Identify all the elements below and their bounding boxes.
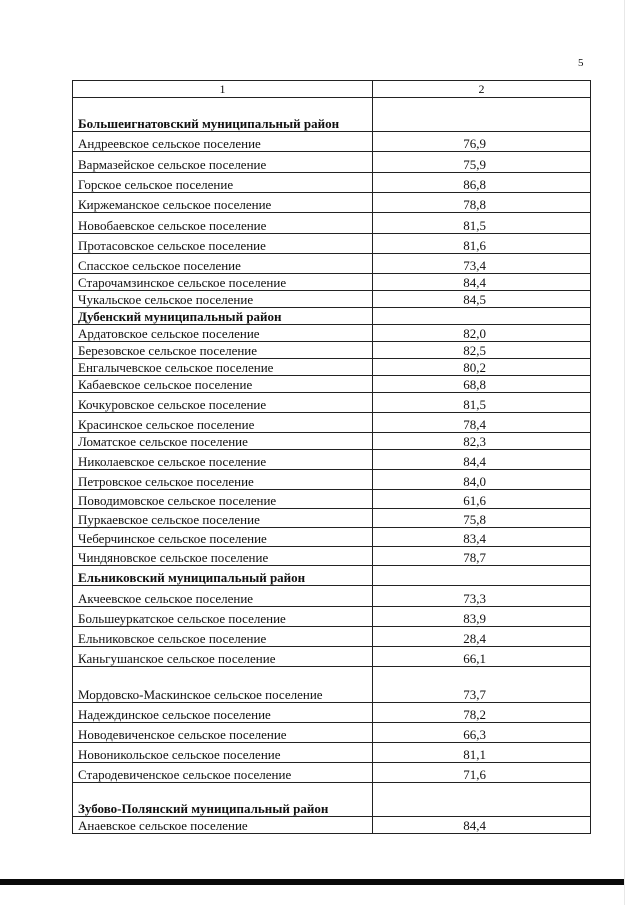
district-name: Дубенский муниципальный район [73,308,373,325]
value-cell: 84,5 [373,291,591,308]
value-cell: 84,0 [373,470,591,490]
table-row [73,291,591,308]
value-cell: 82,3 [373,433,591,450]
table-row [73,234,591,254]
value-cell: 78,4 [373,413,591,433]
table-row [73,359,591,376]
table-row [73,509,591,528]
value-cell: 82,0 [373,325,591,342]
settlement-name: Кабаевское сельское поселение [73,376,373,393]
value-cell: 81,5 [373,393,591,413]
value-cell: 76,9 [373,132,591,152]
table-row [73,393,591,413]
settlement-name: Андреевское сельское поселение [73,132,373,152]
district-name: Ельниковский муниципальный район [73,566,373,586]
table-row [73,193,591,213]
settlement-name: Красинское сельское поселение [73,413,373,433]
table-row [73,627,591,647]
table-row [73,607,591,627]
table-row [73,647,591,667]
district-name: Большеигнатовский муниципальный район [73,98,373,132]
value-cell: 75,9 [373,152,591,173]
settlement-name: Каньгушанское сельское поселение [73,647,373,667]
table-row [73,213,591,234]
value-cell: 66,3 [373,723,591,743]
value-cell: 78,7 [373,547,591,566]
value-cell: 84,4 [373,274,591,291]
settlement-name: Протасовское сельское поселение [73,234,373,254]
settlement-name: Николаевское сельское поселение [73,450,373,470]
settlement-name: Стародевиченское сельское поселение [73,763,373,783]
value-cell: 73,7 [373,667,591,703]
value-cell: 80,2 [373,359,591,376]
column-header-1: 1 [73,81,373,98]
settlement-name: Анаевское сельское поселение [73,817,373,834]
value-cell: 73,4 [373,254,591,274]
table-row [73,433,591,450]
table-row [73,152,591,173]
value-cell: 78,8 [373,193,591,213]
settlement-name: Петровское сельское поселение [73,470,373,490]
value-cell: 84,4 [373,450,591,470]
settlement-name: Горское сельское поселение [73,173,373,193]
settlement-name: Чиндяновское сельское поселение [73,547,373,566]
value-cell: 78,2 [373,703,591,723]
settlement-name: Новобаевское сельское поселение [73,213,373,234]
settlement-name: Березовское сельское поселение [73,342,373,359]
value-cell: 81,6 [373,234,591,254]
value-cell: 82,5 [373,342,591,359]
table-header-row [73,81,591,98]
value-cell [373,308,591,325]
table-row [73,470,591,490]
value-cell: 81,1 [373,743,591,763]
settlement-name: Новодевиченское сельское поселение [73,723,373,743]
value-cell [373,566,591,586]
settlement-name: Ельниковское сельское поселение [73,627,373,647]
table-row [73,490,591,509]
value-cell: 71,6 [373,763,591,783]
value-cell: 83,4 [373,528,591,547]
settlement-name: Пуркаевское сельское поселение [73,509,373,528]
table-row [73,325,591,342]
table-row [73,763,591,783]
settlement-name: Поводимовское сельское поселение [73,490,373,509]
district-row [73,98,591,132]
settlement-name: Большеуркатское сельское поселение [73,607,373,627]
settlement-name: Новоникольское сельское поселение [73,743,373,763]
table-row [73,743,591,763]
settlement-name: Ломатское сельское поселение [73,433,373,450]
table-row [73,376,591,393]
table-row [73,817,591,834]
table-row [73,254,591,274]
value-cell: 86,8 [373,173,591,193]
table-row [73,703,591,723]
value-cell [373,98,591,132]
settlement-name: Старочамзинское сельское поселение [73,274,373,291]
scan-bottom-edge [0,879,624,885]
table-row [73,667,591,703]
settlement-name: Кочкуровское сельское поселение [73,393,373,413]
value-cell: 84,4 [373,817,591,834]
settlement-name: Енгалычевское сельское поселение [73,359,373,376]
scan-right-edge [624,0,625,905]
page-number: 5 [578,57,584,69]
settlement-name: Вармазейское сельское поселение [73,152,373,173]
table-row [73,586,591,607]
table-row [73,342,591,359]
settlement-name: Киржеманское сельское поселение [73,193,373,213]
settlement-name: Спасское сельское поселение [73,254,373,274]
settlement-name: Чукальское сельское поселение [73,291,373,308]
column-header-2: 2 [373,81,591,98]
table-row [73,173,591,193]
settlement-name: Ардатовское сельское поселение [73,325,373,342]
settlement-name: Мордовско-Маскинское сельское поселение [73,667,373,703]
table-row [73,528,591,547]
value-cell: 73,3 [373,586,591,607]
table-row [73,274,591,291]
value-cell [373,783,591,817]
table-row [73,547,591,566]
district-row [73,783,591,817]
table-row [73,450,591,470]
settlement-name: Надеждинское сельское поселение [73,703,373,723]
value-cell: 28,4 [373,627,591,647]
settlement-name: Чеберчинское сельское поселение [73,528,373,547]
district-name: Зубово-Полянский муниципальный район [73,783,373,817]
value-cell: 66,1 [373,647,591,667]
table-row [73,132,591,152]
table-row [73,723,591,743]
district-row [73,566,591,586]
value-cell: 75,8 [373,509,591,528]
settlement-name: Акчеевское сельское поселение [73,586,373,607]
value-cell: 81,5 [373,213,591,234]
value-cell: 68,8 [373,376,591,393]
district-row [73,308,591,325]
value-cell: 61,6 [373,490,591,509]
table-row [73,413,591,433]
settlements-table [72,80,591,834]
value-cell: 83,9 [373,607,591,627]
